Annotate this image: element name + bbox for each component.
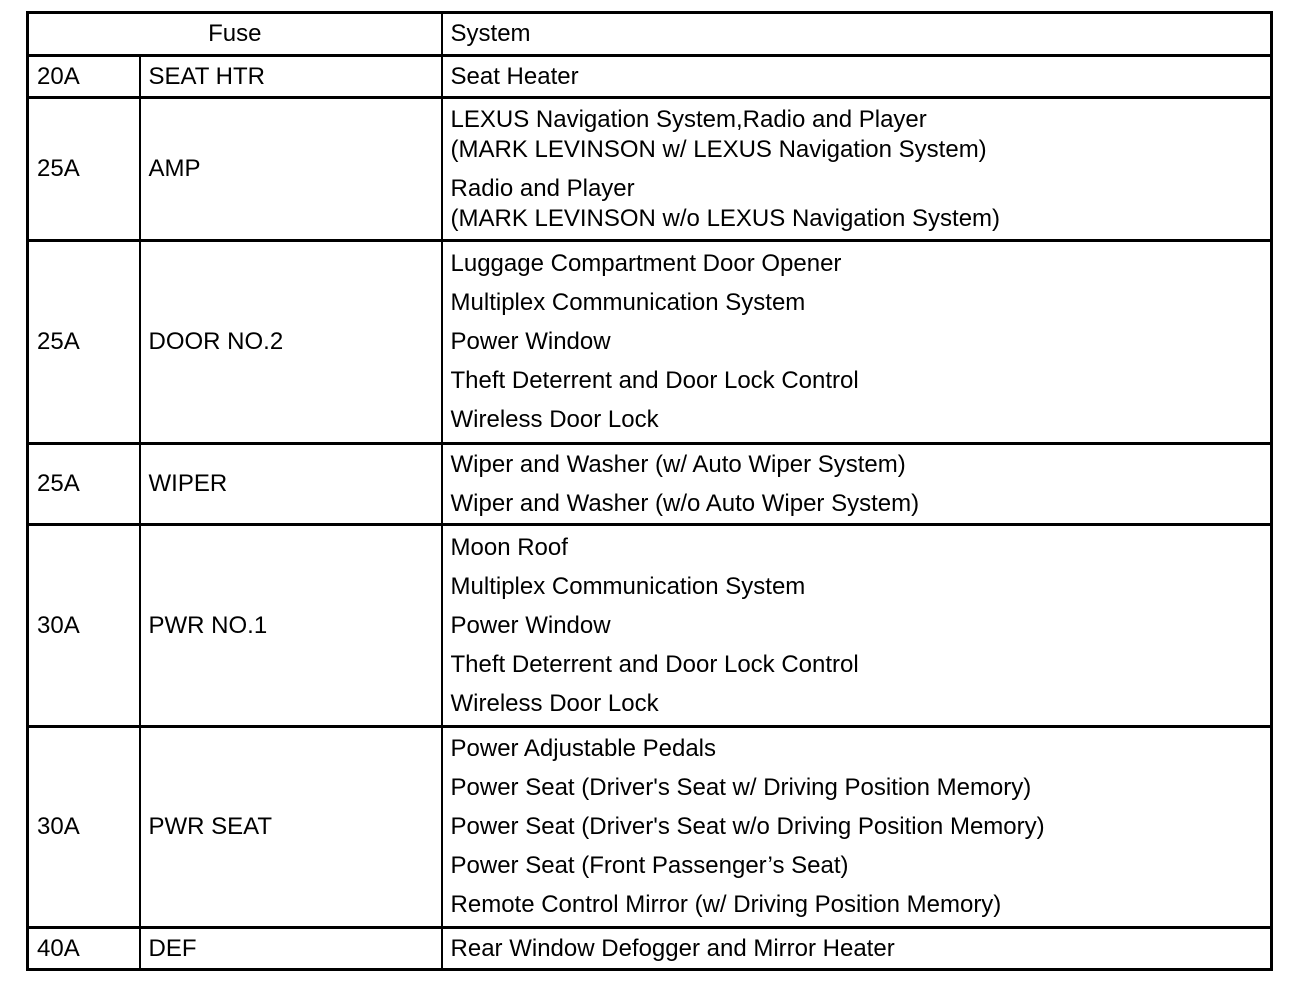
- fuse-name: WIPER: [140, 444, 442, 525]
- system-entry: Power Seat (Driver's Seat w/ Driving Position Memory): [450, 774, 1032, 801]
- system-entry: Wireless Door Lock: [450, 406, 659, 433]
- system-list: [442, 444, 1272, 525]
- table-row: [28, 444, 1272, 525]
- system-entry: Wiper and Washer (w/o Auto Wiper System): [450, 489, 920, 517]
- table-body: [28, 56, 1272, 970]
- fuse-amperage: 25A: [28, 241, 140, 444]
- table-row: [28, 241, 1272, 444]
- fuse-name: DOOR NO.2: [140, 241, 442, 444]
- system-entry: Multiplex Communication System: [450, 572, 806, 600]
- fuse-amperage: 40A: [28, 928, 140, 970]
- table-row: [28, 56, 1272, 98]
- system-entry: Rear Window Defogger and Mirror Heater: [450, 934, 895, 962]
- fuse-system-table: [26, 11, 1273, 971]
- system-entry: Radio and Player (MARK LEVINSON w/o LEXUS Navigation System): [450, 174, 1001, 232]
- system-entry: Theft Deterrent and Door Lock Control: [450, 367, 859, 394]
- system-entry: Power Window: [450, 611, 611, 639]
- fuse-name: PWR SEAT: [140, 727, 442, 928]
- system-list: [442, 241, 1272, 444]
- system-entry: Power Adjustable Pedals: [450, 735, 717, 762]
- fuse-amperage: 25A: [28, 98, 140, 241]
- fuse-column-header: Fuse: [28, 13, 442, 56]
- fuse-name: SEAT HTR: [140, 56, 442, 98]
- system-entry: Wiper and Washer (w/ Auto Wiper System): [450, 450, 906, 478]
- fuse-name: AMP: [140, 98, 442, 241]
- system-list: [442, 98, 1272, 241]
- fuse-amperage: 30A: [28, 727, 140, 928]
- fuse-name: DEF: [140, 928, 442, 970]
- system-column-header: System: [442, 13, 1272, 56]
- system-entry: Theft Deterrent and Door Lock Control: [450, 650, 859, 678]
- fuse-amperage: 20A: [28, 56, 140, 98]
- fuse-name: PWR NO.1: [140, 525, 442, 727]
- system-entry: Luggage Compartment Door Opener: [450, 250, 842, 277]
- system-list: [442, 727, 1272, 928]
- system-list: [442, 928, 1272, 970]
- table-row: [28, 525, 1272, 727]
- system-list: [442, 56, 1272, 98]
- table-row: [28, 928, 1272, 970]
- table-header-row: [28, 13, 1272, 56]
- system-entry: Multiplex Communication System: [450, 289, 806, 316]
- table-row: [28, 727, 1272, 928]
- system-entry: Moon Roof: [450, 533, 568, 561]
- system-entry: Wireless Door Lock: [450, 689, 659, 717]
- system-entry: Seat Heater: [450, 62, 579, 90]
- system-entry: Remote Control Mirror (w/ Driving Position Memory): [450, 891, 1002, 918]
- system-entry: Power Window: [450, 328, 611, 355]
- system-entry: Power Seat (Front Passenger’s Seat): [450, 852, 849, 879]
- system-entry: LEXUS Navigation System,Radio and Player (MARK LEVINSON w/ LEXUS Navigation System): [450, 105, 987, 163]
- system-entry: Power Seat (Driver's Seat w/o Driving Position Memory): [450, 813, 1045, 840]
- fuse-amperage: 25A: [28, 444, 140, 525]
- system-list: [442, 525, 1272, 727]
- fuse-amperage: 30A: [28, 525, 140, 727]
- table-row: [28, 98, 1272, 241]
